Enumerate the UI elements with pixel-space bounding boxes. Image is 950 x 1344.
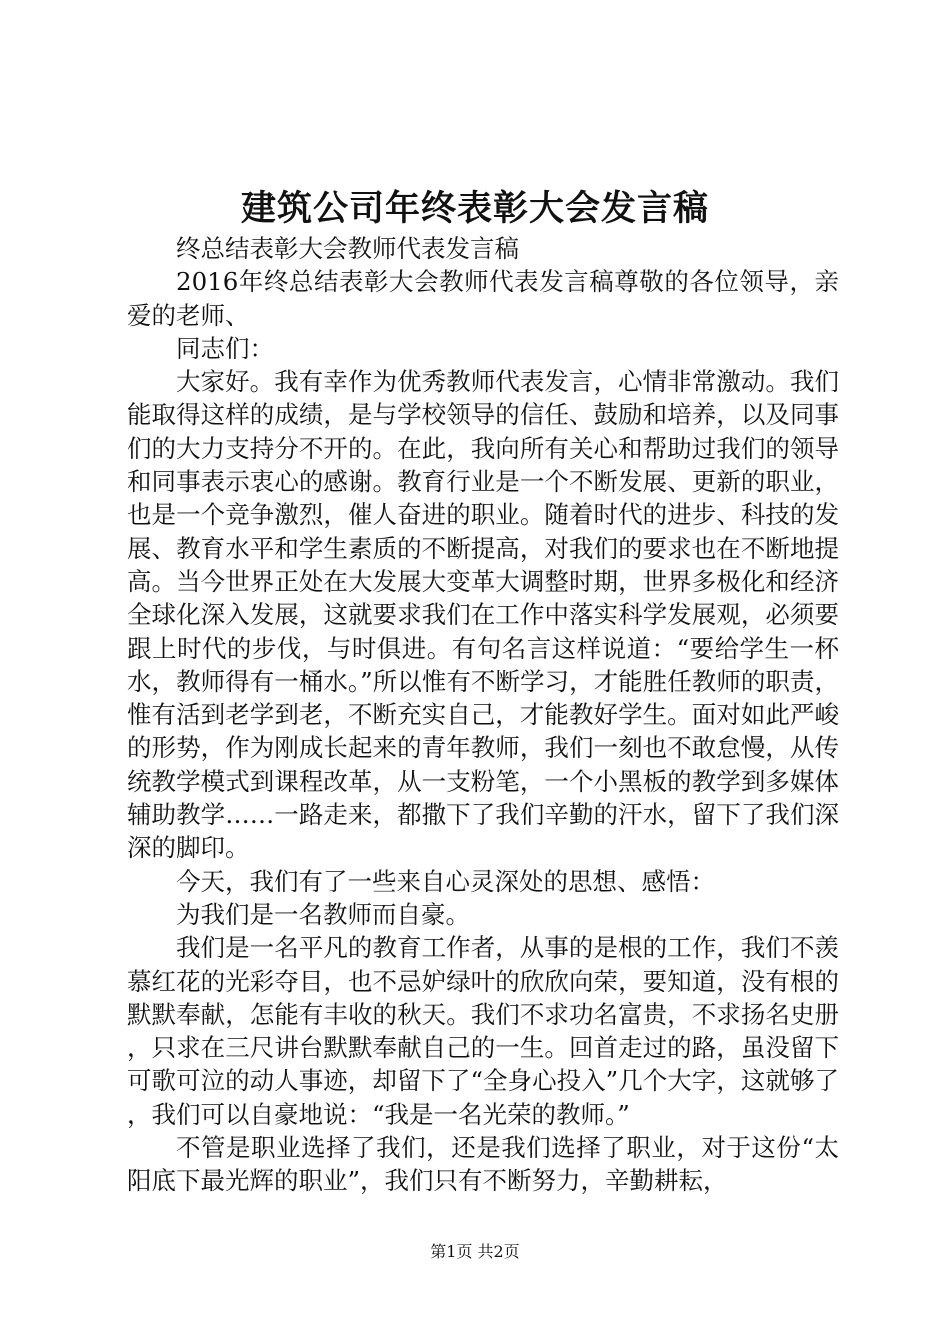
page-number-footer: 第1页 共2页	[430, 1242, 520, 1261]
body-paragraph: 不管是职业选择了我们，还是我们选择了职业，对于这份“太阳底下最光辉的职业”，我们只有不断努力，辛勤耕耘，	[127, 1133, 839, 1196]
body-paragraph: 我们是一名平凡的教育工作者，从事的是根的工作，我们不羡慕红花的光彩夺目，也不忌妒绿叶的欣欣向荣，要知道，没有根的默默奉献，怎能有丰收的秋天。我们不求功名富贵，不求扬名史册，只求在三尺讲台默默奉献自己的一生。回首走过的路，虽没留下可歌可泣的动人事迹，却留下了“全身心投入”几个大字，这就够了，我们可以自豪地说：“我是一名光荣的教师。”	[127, 933, 839, 1129]
body-paragraph: 大家好。我有幸作为优秀教师代表发言，心情非常激动。我们能取得这样的成绩，是与学校领导的信任、鼓励和培养，以及同事们的大力支持分不开的。在此，我向所有关心和帮助过我们的领导和同事表示衷心的感谢。教育行业是一个不断发展、更新的职业，也是一个竞争激烈，催人奋进的职业。随着时代的进步、科技的发展、教育水平和学生素质的不断提高，对我们的要求也在不断地提高。当今世界正处在大发展大变革大调整时期，世界多极化和经济全球化深入发展，这就要求我们在工作中落实科学发展观，必须要跟上时代的步伐，与时俱进。有句名言这样说道：“要给学生一杯水，教师得有一桶水。”所以惟有不断学习，才能胜任教师的职责，惟有活到老学到老，不断充实自己，才能教好学生。面对如此严峻的形势，作为刚成长起来的青年教师，我们一刻也不敢怠慢，从传统教学模式到课程改革，从一支粉笔，一个小黑板的教学到多媒体辅助教学……一路走来，都撒下了我们辛勤的汗水，留下了我们深深的脚印。	[127, 367, 839, 863]
body-paragraph-subtitle: 终总结表彰大会教师代表发言稿	[176, 234, 519, 263]
document-title: 建筑公司年终表彰大会发言稿	[240, 189, 709, 229]
document-body	[127, 232, 839, 1198]
body-paragraph-greeting: 同志们：	[176, 333, 274, 363]
body-paragraph-salutation: 2016年终总结表彰大会教师代表发言稿尊敬的各位领导，亲爱的老师、	[127, 267, 839, 330]
body-paragraph: 今天，我们有了一些来自心灵深处的思想、感悟：	[176, 866, 715, 896]
body-paragraph: 为我们是一名教师而自豪。	[176, 899, 470, 929]
